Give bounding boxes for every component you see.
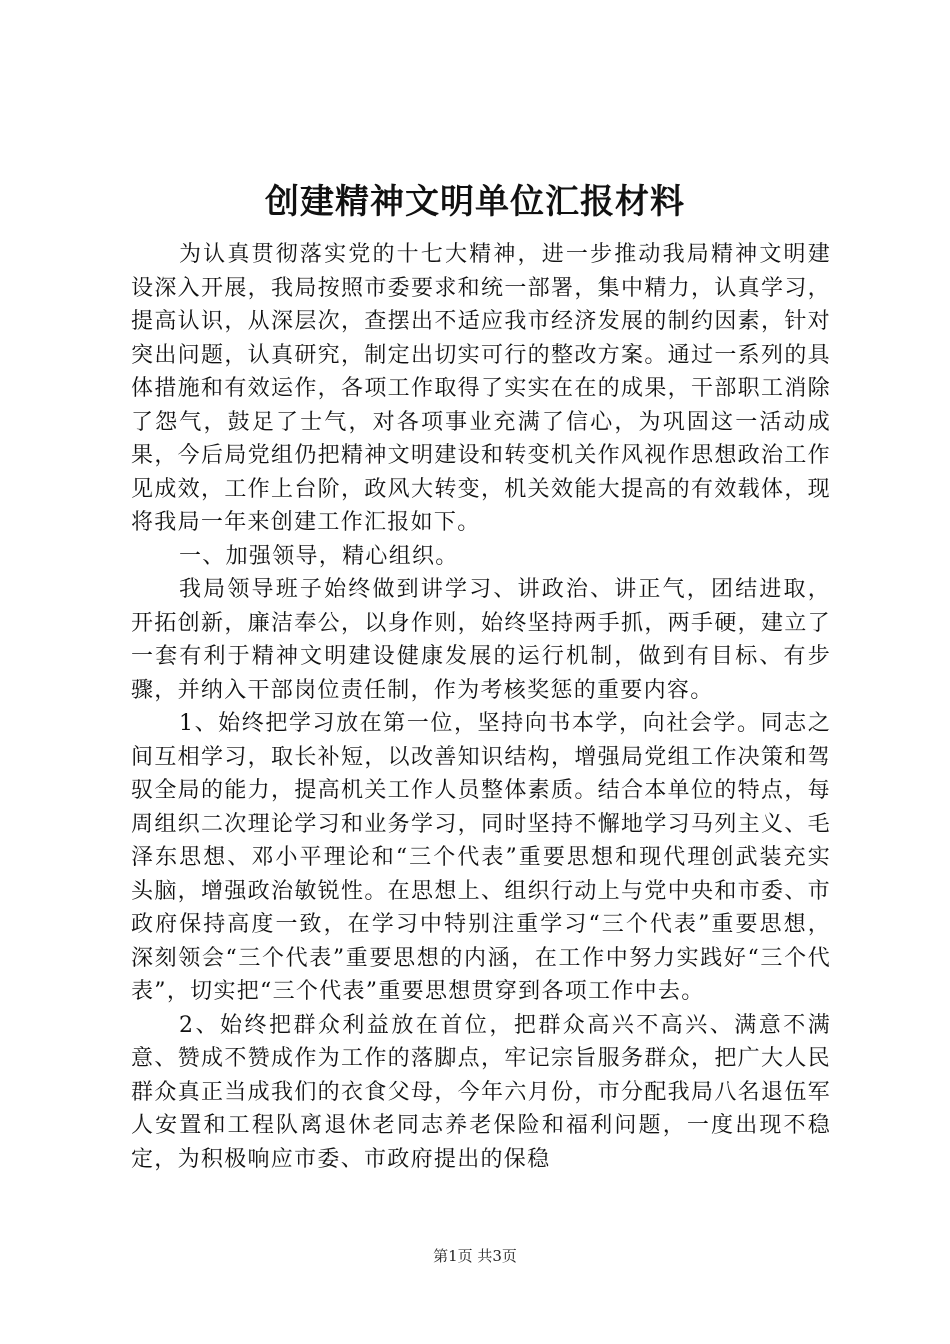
page-number-footer: 第1页 共3页 [433, 1247, 517, 1265]
section-heading-1: 一、加强领导，精心组织。 [179, 543, 459, 569]
document-body [131, 238, 831, 1176]
paragraph-item-1: 1、始终把学习放在第一位，坚持向书本学，向社会学。同志之间互相学习，取长补短，以改善知识结构，增强局党组工作决策和驾驭全局的能力，提高机关工作人员整体素质。结合本单位的特点，每周组织二次理论学习和业务学习，同时坚持不懈地学习马列主义、毛泽东思想、邓小平理论和“三个代表”重要思想和现代理创武装充实头脑，增强政治敏锐性。在思想上、组织行动上与党中央和市委、市政府保持高度一致，在学习中特别注重学习“三个代表”重要思想，深刻领会“三个代表”重要思想的内涵，在工作中努力实践好“三个代表”，切实把“三个代表”重要思想贯穿到各项工作中去。 [131, 711, 831, 1004]
document-title: 创建精神文明单位汇报材料 [265, 182, 685, 222]
paragraph-intro: 为认真贯彻落实党的十七大精神，进一步推动我局精神文明建设深入开展，我局按照市委要求和统一部署，集中精力，认真学习，提高认识，从深层次，查摆出不适应我市经济发展的制约因素，针对突出问题，认真研究，制定出切实可行的整改方案。通过一系列的具体措施和有效运作，各项工作取得了实实在在的成果，干部职工消除了怨气，鼓足了士气，对各项事业充满了信心，为巩固这一活动成果，今后局党组仍把精神文明建设和转变机关作风视作思想政治工作见成效，工作上台阶，政风大转变，机关效能大提高的有效载体，现将我局一年来创建工作汇报如下。 [131, 242, 831, 535]
paragraph-item-2: 2、始终把群众利益放在首位，把群众高兴不高兴、满意不满意、赞成不赞成作为工作的落脚点，牢记宗旨服务群众，把广大人民群众真正当成我们的衣食父母，今年六月份，市分配我局八名退伍军人安置和工程队离退休老同志养老保险和福利问题，一度出现不稳定，为积极响应市委、市政府提出的保稳 [131, 1012, 831, 1172]
paragraph-leadership: 我局领导班子始终做到讲学习、讲政治、讲正气，团结进取，开拓创新，廉洁奉公，以身作则，始终坚持两手抓，两手硬，建立了一套有利于精神文明建设健康发展的运行机制，做到有目标、有步骤，并纳入干部岗位责任制，作为考核奖惩的重要内容。 [131, 577, 831, 703]
